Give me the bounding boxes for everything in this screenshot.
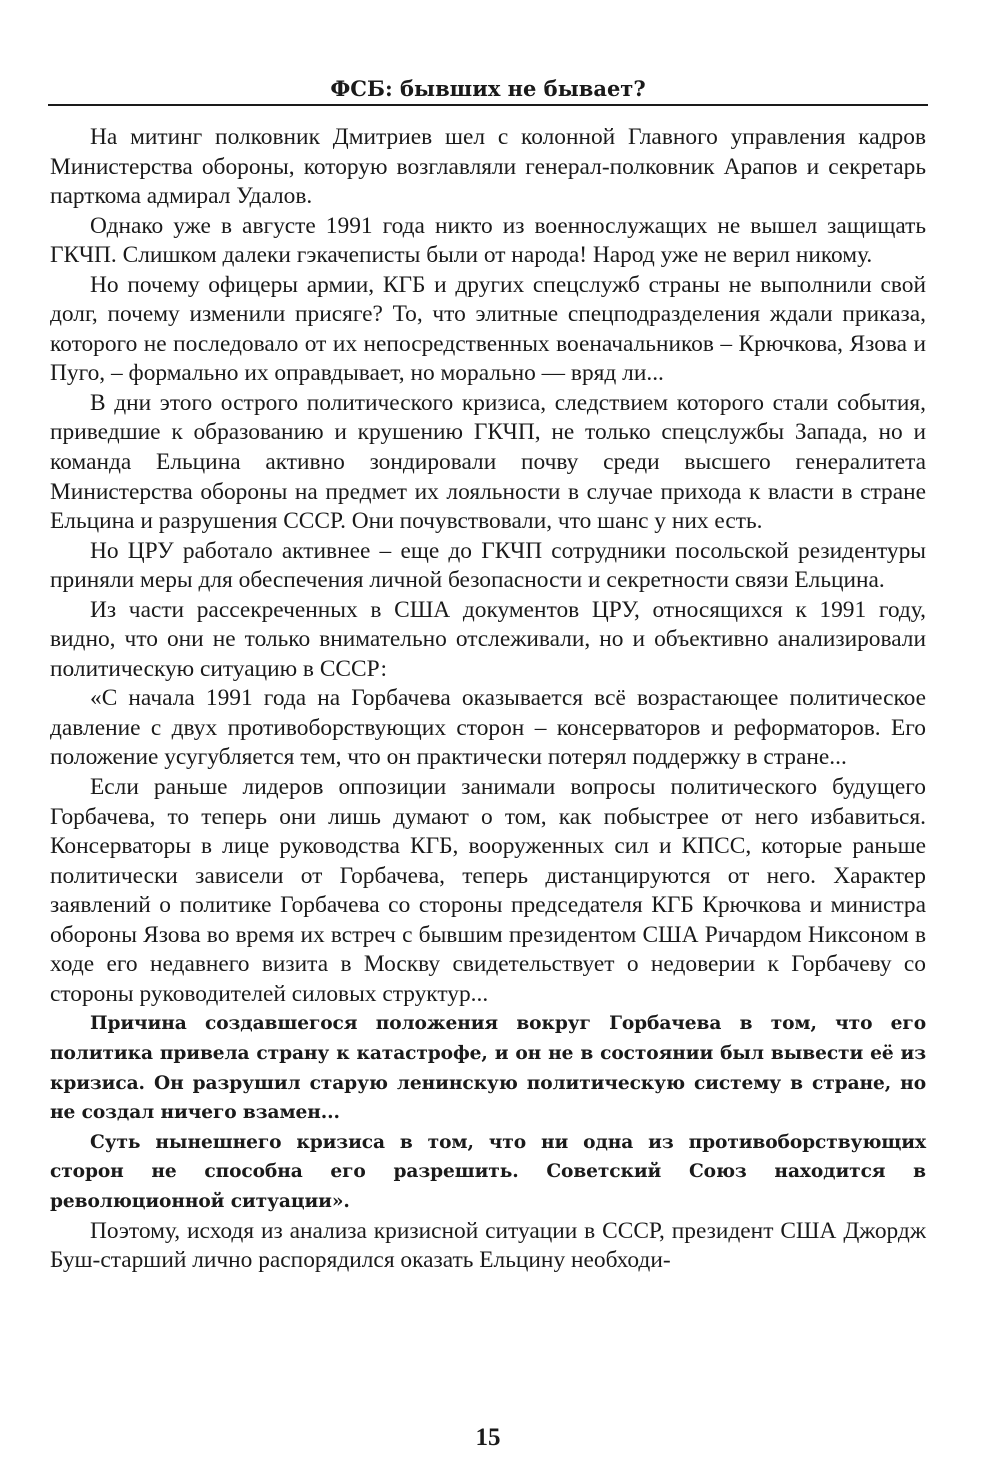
paragraph: Если раньше лидеров оппозиции занимали вопросы политического будущего Горбачева, то теперь они лишь думают о том, как побыстрее от него избавиться. Консерваторы в лице руководства КГБ, вооруженных сил и КПСС, которые раньше политически зависели от Горбачева, теперь дистанцируются от него. Характер заявлений о политике Горбачева со стороны председателя КГБ Крючкова и министра обороны Язова во время их встреч с бывшим президентом США Ричардом Никсоном в ходе его недавнего визита в Москву свидетельствует о недоверии к Горбачеву со стороны руководителей силовых структур... — [50, 774, 926, 1007]
paragraph: На митинг полковник Дмитриев шел с колонной Главного управления кадров Министерства обороны, которую возглавляли генерал-полковник Арапов и секретарь парткома адмирал Удалов. — [50, 124, 926, 210]
paragraph: Но ЦРУ работало активнее – еще до ГКЧП сотрудники посольской резидентуры приняли меры для обеспечения личной безопасности и секретности связи Ельцина. — [50, 537, 926, 594]
paragraph: Поэтому, исходя из анализа кризисной ситуации в СССР, президент США Джордж Буш-старший лично распорядился оказать Ельцину необходи- — [50, 1217, 926, 1274]
paragraph: «С начала 1991 года на Горбачева оказывается всё возрастающее политическое давление с двух противоборствующих сторон – консерваторов и реформаторов. Его положение усугубляется тем, что он практически потерял поддержку в стране... — [50, 685, 926, 771]
bold-paragraph: Причина создавшегося положения вокруг Горбачева в том, что его политика привела страну к катастрофе, и он не в состоянии был вывести её из кризиса. Он разрушил старую ленинскую политическую систему в стране, но не создал ничего взамен... — [50, 1013, 926, 1124]
paragraph: В дни этого острого политического кризиса, следствием которого стали события, приведшие к образованию и крушению ГКЧП, не только спецслужбы Запада, но и команда Ельцина активно зондировали почву среди высшего генералитета Министерства обороны на предмет их лояльности в случае прихода к власти в стране Ельцина и разрушения СССР. Они почувствовали, что шанс у них есть. — [50, 389, 926, 535]
bold-paragraph: Суть нынешнего кризиса в том, что ни одна из противоборствующих сторон не способна его разрешить. Советский Союз находится в революционной ситуации». — [50, 1131, 926, 1212]
paragraph: Но почему офицеры армии, КГБ и других спецслужб страны не выполнили свой долг, почему изменили присяге? То, что элитные спецподразделения ждали приказа, которого не последовало от их непосредственных военачальников – Крючкова, Язова и Пуго, – формально их оправдывает, но морально — вряд ли... — [50, 271, 926, 387]
header-rule — [48, 104, 928, 106]
page-number: 15 — [475, 1424, 501, 1451]
body-text — [50, 123, 926, 1276]
paragraph: Из части рассекреченных в США документов ЦРУ, относящихся к 1991 году, видно, что они не только внимательно отслеживали, но и объективно анализировали политическую ситуацию в СССР: — [50, 596, 926, 682]
paragraph: Однако уже в августе 1991 года никто из военнослужащих не вышел защищать ГКЧП. Слишком далеки гэкачеписты были от народа! Народ уже не верил никому. — [50, 212, 926, 269]
running-head-title: ФСБ: бывших не бывает? — [330, 76, 646, 101]
